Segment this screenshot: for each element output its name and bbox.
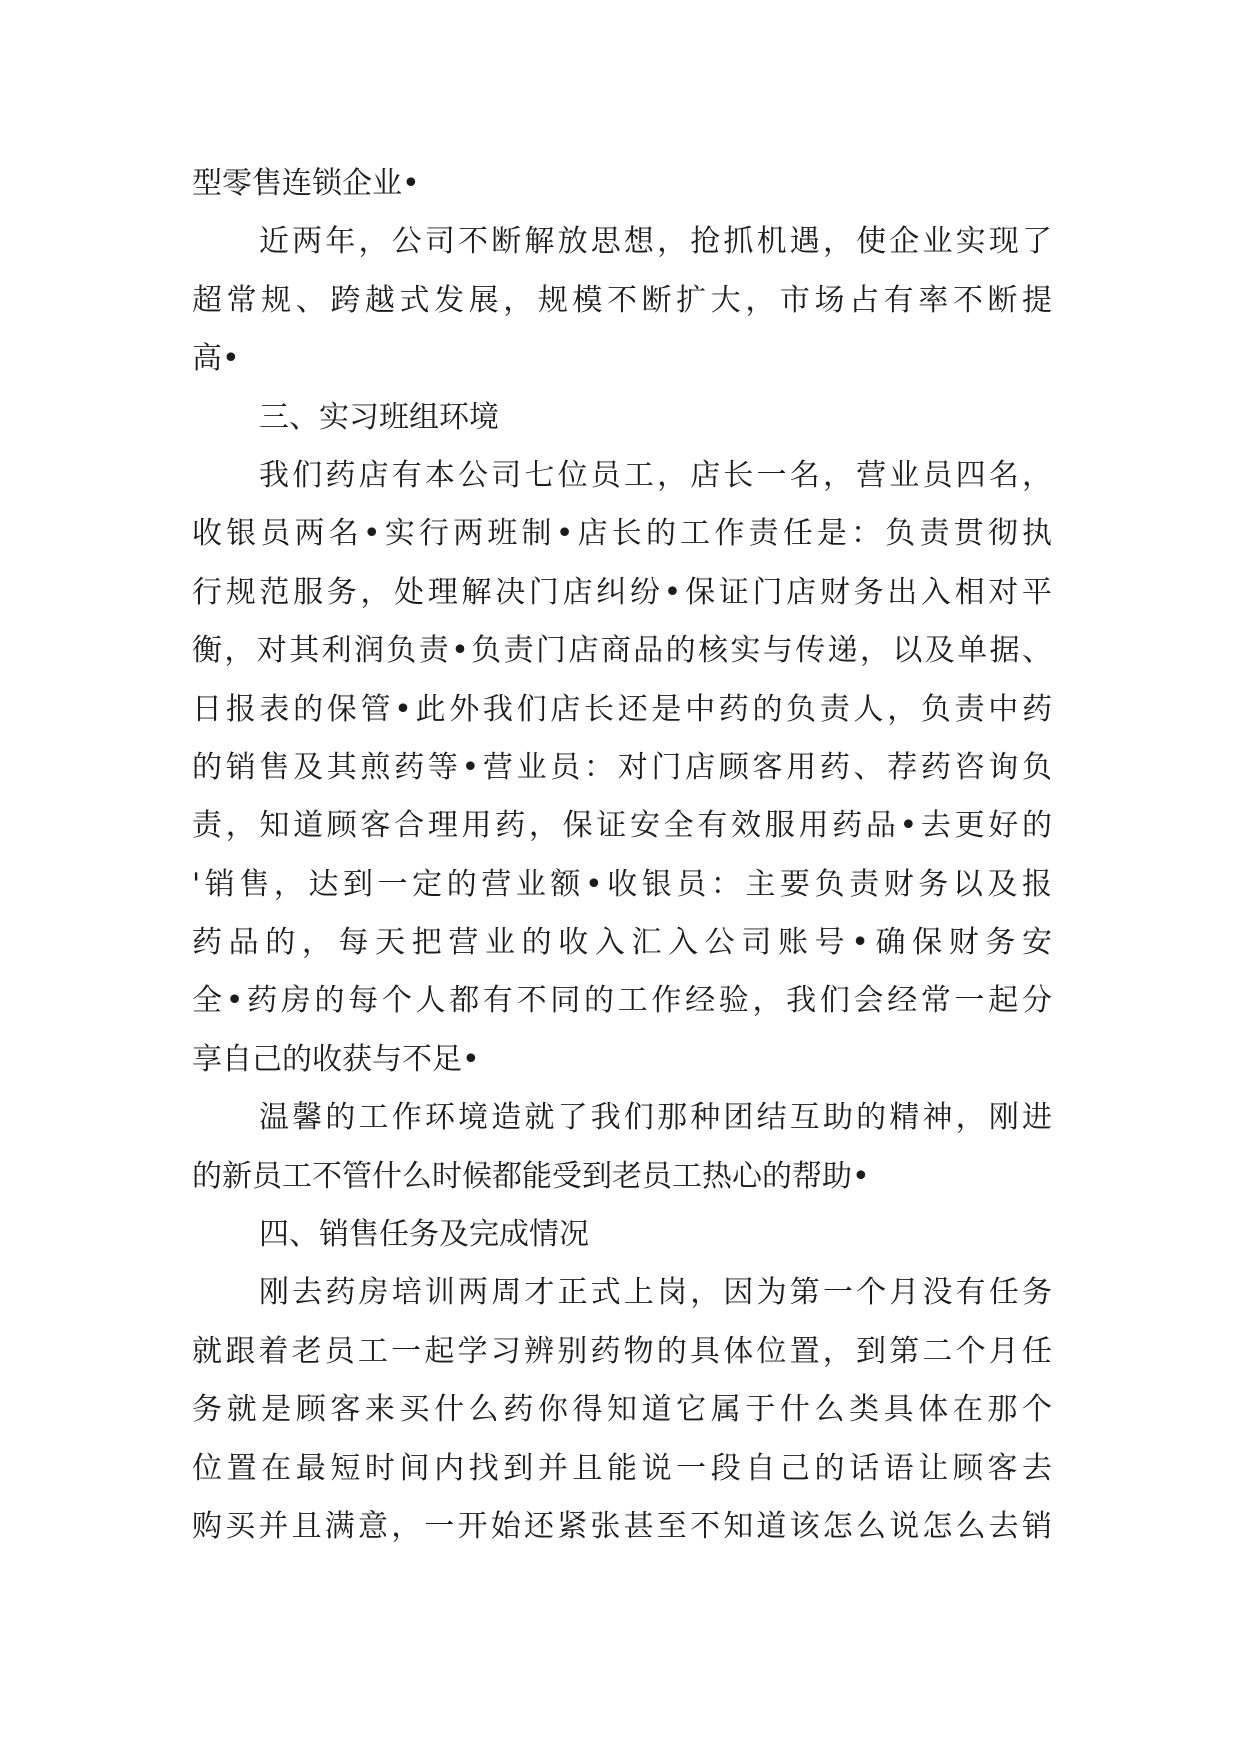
text-line: 责，知道顾客合理用药，保证安全有效服用药品•去更好的 bbox=[192, 808, 1052, 844]
paragraph bbox=[192, 1089, 1052, 1206]
text-line: 收银员两名•实行两班制•店长的工作责任是：负责贯彻执 bbox=[192, 516, 1052, 552]
heading-line: 四、销售任务及完成情况 bbox=[259, 1217, 589, 1253]
text-line: 务就是顾客来买什么药你得知道它属于什么类具体在那个 bbox=[192, 1392, 1052, 1428]
text-line: 行规范服务，处理解决门店纠纷•保证门店财务出入相对平 bbox=[192, 574, 1052, 610]
section-heading bbox=[192, 1206, 1052, 1264]
section-heading bbox=[192, 389, 1052, 447]
text-line: 温馨的工作环境造就了我们那种团结互助的精神，刚进 bbox=[259, 1100, 1052, 1136]
text-line: 日报表的保管•此外我们店长还是中药的负责人，负责中药 bbox=[192, 691, 1052, 727]
paragraph bbox=[192, 447, 1052, 1089]
text-line: 的新员工不管什么时候都能受到老员工热心的帮助• bbox=[192, 1158, 870, 1194]
text-line: 高• bbox=[192, 341, 240, 377]
text-line: 我们药店有本公司七位员工，店长一名，营业员四名， bbox=[259, 457, 1052, 493]
text-line: 购买并且满意，一开始还紧张甚至不知道该怎么说怎么去销 bbox=[192, 1508, 1052, 1544]
text-line: 全•药房的每个人都有不同的工作经验，我们会经常一起分 bbox=[192, 983, 1052, 1019]
body-text bbox=[192, 155, 1052, 1556]
paragraph bbox=[192, 1264, 1052, 1556]
text-line: 超常规、跨越式发展，规模不断扩大，市场占有率不断提 bbox=[192, 282, 1052, 318]
paragraph bbox=[192, 155, 1052, 213]
text-line: '销售，达到一定的营业额•收银员：主要负责财务以及报 bbox=[192, 866, 1052, 902]
text-line: 享自己的收获与不足• bbox=[192, 1041, 480, 1077]
text-line: 衡，对其利润负责•负责门店商品的核实与传递，以及单据、 bbox=[192, 633, 1052, 669]
text-line: 型零售连锁企业• bbox=[192, 166, 420, 201]
heading-line: 三、实习班组环境 bbox=[259, 399, 499, 435]
paragraph bbox=[192, 213, 1052, 388]
text-line: 刚去药房培训两周才正式上岗，因为第一个月没有任务 bbox=[259, 1275, 1052, 1311]
text-line: 药品的，每天把营业的收入汇入公司账号•确保财务安 bbox=[192, 925, 1052, 961]
text-line: 近两年，公司不断解放思想，抢抓机遇，使企业实现了 bbox=[259, 224, 1052, 260]
text-line: 的销售及其煎药等•营业员：对门店顾客用药、荐药咨询负 bbox=[192, 749, 1052, 785]
text-line: 位置在最短时间内找到并且能说一段自己的话语让顾客去 bbox=[192, 1450, 1052, 1486]
text-line: 就跟着老员工一起学习辨别药物的具体位置，到第二个月任 bbox=[192, 1333, 1052, 1369]
